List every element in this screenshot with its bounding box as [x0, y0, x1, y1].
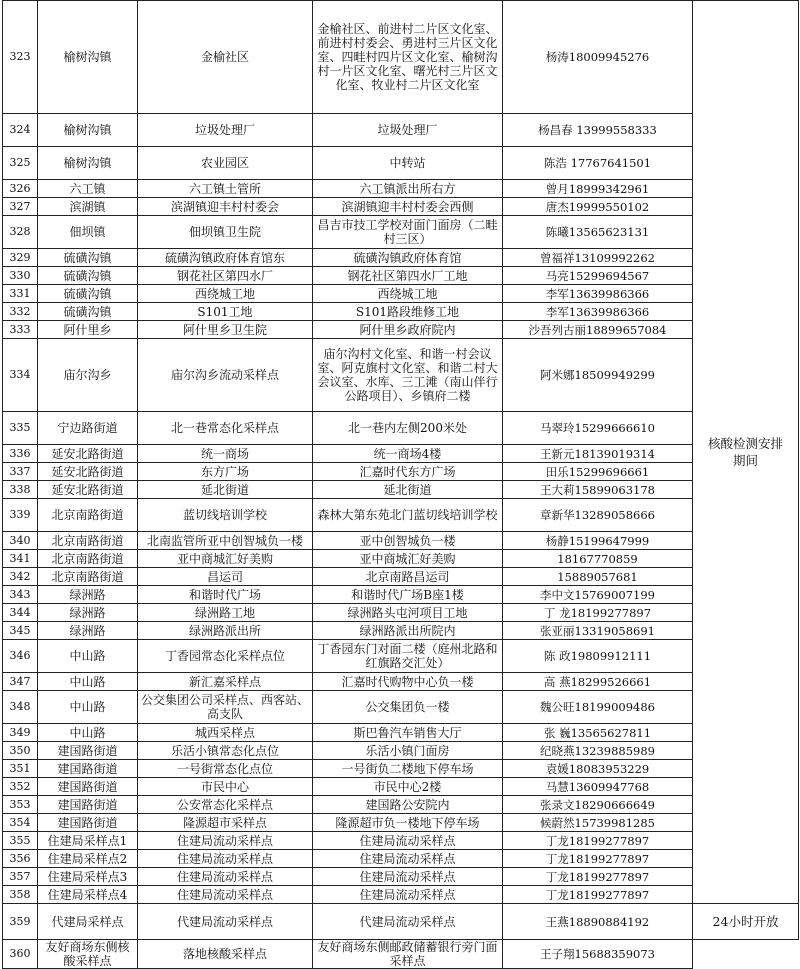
site-address: 北京南路昌运司 — [313, 568, 503, 586]
sampling-site: 农业园区 — [138, 147, 313, 180]
table-row — [3, 622, 799, 640]
row-number: 333 — [3, 321, 38, 339]
township: 滨湖镇 — [38, 198, 138, 216]
site-address: 丁香园东门对面二楼（庭州北路和红旗路交汇处） — [313, 640, 503, 673]
site-address: 亚中商城汇好美购 — [313, 550, 503, 568]
row-number: 343 — [3, 586, 38, 604]
row-number: 340 — [3, 532, 38, 550]
township: 建国路街道 — [38, 796, 138, 814]
sampling-site: 乐活小镇常态化点位 — [138, 742, 313, 760]
sampling-site: 一号街常态化点位 — [138, 760, 313, 778]
sampling-site: 昌运司 — [138, 568, 313, 586]
site-address: 住建局流动采样点 — [313, 886, 503, 904]
row-number: 331 — [3, 285, 38, 303]
sampling-site: 庙尔沟乡流动采样点 — [138, 339, 313, 412]
row-number: 332 — [3, 303, 38, 321]
sampling-site: 住建局流动采样点 — [138, 850, 313, 868]
sampling-site: 统一商场 — [138, 445, 313, 463]
table-row — [3, 724, 799, 742]
table-row — [3, 445, 799, 463]
sampling-site: 公交集团公司采样点、西客站、高支队 — [138, 691, 313, 724]
township: 硫磺沟镇 — [38, 267, 138, 285]
township: 代建局采样点 — [38, 904, 138, 940]
contact-person: 张 巍13565627811 — [503, 724, 693, 742]
township: 住建局采样点2 — [38, 850, 138, 868]
row-number: 324 — [3, 114, 38, 147]
table-row — [3, 586, 799, 604]
sampling-site: 北一巷常态化采样点 — [138, 412, 313, 445]
township: 延安北路街道 — [38, 445, 138, 463]
site-address: 隆源超市负一楼地下停车场 — [313, 814, 503, 832]
table-row — [3, 180, 799, 198]
contact-person: 张录文18290666649 — [503, 796, 693, 814]
contact-person: 李中文15769007199 — [503, 586, 693, 604]
row-number: 347 — [3, 673, 38, 691]
table-row — [3, 742, 799, 760]
row-number: 358 — [3, 886, 38, 904]
site-address: 北一巷内左侧200米处 — [313, 412, 503, 445]
township: 硫磺沟镇 — [38, 285, 138, 303]
contact-person: 王燕18890884192 — [503, 904, 693, 940]
sampling-site: 住建局流动采样点 — [138, 886, 313, 904]
contact-person: 王新元18139019314 — [503, 445, 693, 463]
township: 宁边路街道 — [38, 412, 138, 445]
township: 榆树沟镇 — [38, 147, 138, 180]
row-number: 337 — [3, 463, 38, 481]
site-address: 昌吉市技工学校对面门面房（二畦村三区） — [313, 216, 503, 249]
table-row — [3, 321, 799, 339]
site-address: 公交集团负一楼 — [313, 691, 503, 724]
contact-person: 田乐15299696661 — [503, 463, 693, 481]
sampling-site: 金榆社区 — [138, 1, 313, 114]
row-number: 346 — [3, 640, 38, 673]
sampling-site: 蓝切线培训学校 — [138, 499, 313, 532]
contact-person: 杨昌春 13999558333 — [503, 114, 693, 147]
table-row — [3, 198, 799, 216]
site-address: 金榆社区、前进村二片区文化室、前进村村委会、勇进村三片区文化室、四畦村四片区文化室、榆树沟村一片区文化室、曙光村三片区文化室、牧业村二片区文化室 — [313, 1, 503, 114]
table-row — [3, 796, 799, 814]
table-row — [3, 339, 799, 412]
row-number: 341 — [3, 550, 38, 568]
row-number: 354 — [3, 814, 38, 832]
township: 庙尔沟乡 — [38, 339, 138, 412]
township: 硫磺沟镇 — [38, 303, 138, 321]
site-address: 一号街负二楼地下停车场 — [313, 760, 503, 778]
site-address: 乐活小镇门面房 — [313, 742, 503, 760]
table-row — [3, 850, 799, 868]
row-number: 348 — [3, 691, 38, 724]
contact-person: 张亚丽13319058691 — [503, 622, 693, 640]
sampling-site: 钢花社区第四水厂 — [138, 267, 313, 285]
site-address: 住建局流动采样点 — [313, 868, 503, 886]
table-row — [3, 940, 799, 969]
table-row — [3, 412, 799, 445]
contact-person: 马亮15299694567 — [503, 267, 693, 285]
table-row — [3, 691, 799, 724]
contact-person: 章新华13289058666 — [503, 499, 693, 532]
sampling-site: S101工地 — [138, 303, 313, 321]
contact-person: 王子翔15688359073 — [503, 940, 693, 969]
sampling-site: 六工镇土管所 — [138, 180, 313, 198]
contact-person: 杨涛18009945276 — [503, 1, 693, 114]
row-number: 351 — [3, 760, 38, 778]
row-number: 325 — [3, 147, 38, 180]
township: 住建局采样点3 — [38, 868, 138, 886]
row-number: 350 — [3, 742, 38, 760]
contact-person: 丁龙18199277897 — [503, 850, 693, 868]
site-address: 统一商场4楼 — [313, 445, 503, 463]
sampling-site: 绿洲路派出所 — [138, 622, 313, 640]
table-row — [3, 303, 799, 321]
table-row — [3, 832, 799, 850]
site-address: 阿什里乡政府院内 — [313, 321, 503, 339]
row-number: 349 — [3, 724, 38, 742]
township: 硫磺沟镇 — [38, 249, 138, 267]
contact-person: 马翠玲15299666610 — [503, 412, 693, 445]
table-row — [3, 481, 799, 499]
sampling-site: 北南监管所亚中创智城负一楼 — [138, 532, 313, 550]
township: 绿洲路 — [38, 622, 138, 640]
township: 榆树沟镇 — [38, 1, 138, 114]
contact-person: 丁 龙18199277897 — [503, 604, 693, 622]
site-address: 汇嘉时代东方广场 — [313, 463, 503, 481]
contact-person: 陈 政19809912111 — [503, 640, 693, 673]
sampling-site: 垃圾处理厂 — [138, 114, 313, 147]
open-hours-note: 24小时开放 — [693, 904, 799, 940]
sampling-site: 东方广场 — [138, 463, 313, 481]
row-number: 356 — [3, 850, 38, 868]
sampling-site: 和谐时代广场 — [138, 586, 313, 604]
table-row — [3, 568, 799, 586]
table-body — [3, 1, 799, 969]
site-address: 森林大第东苑北门蓝切线培训学校 — [313, 499, 503, 532]
row-number: 355 — [3, 832, 38, 850]
contact-person: 丁龙18199277897 — [503, 868, 693, 886]
contact-person: 陈浩 17767641501 — [503, 147, 693, 180]
township: 中山路 — [38, 724, 138, 742]
row-number: 323 — [3, 1, 38, 114]
contact-person: 纪晓燕13239885989 — [503, 742, 693, 760]
township: 住建局采样点4 — [38, 886, 138, 904]
township: 北京南路街道 — [38, 532, 138, 550]
table-row — [3, 532, 799, 550]
table-row — [3, 673, 799, 691]
table-row — [3, 886, 799, 904]
site-address: 西绕城工地 — [313, 285, 503, 303]
site-address: 友好商场东侧邮政储蓄银行旁门面采样点 — [313, 940, 503, 969]
township: 延安北路街道 — [38, 481, 138, 499]
site-address: 和谐时代广场B座1楼 — [313, 586, 503, 604]
table-row — [3, 760, 799, 778]
site-address: 滨湖镇迎丰村村委会西侧 — [313, 198, 503, 216]
row-number: 360 — [3, 940, 38, 969]
table-row — [3, 640, 799, 673]
contact-person: 阿米娜18509949299 — [503, 339, 693, 412]
contact-person: 王大莉15899063178 — [503, 481, 693, 499]
row-number: 327 — [3, 198, 38, 216]
township: 建国路街道 — [38, 760, 138, 778]
site-address: 斯巴鲁汽车销售大厅 — [313, 724, 503, 742]
site-address: 住建局流动采样点 — [313, 832, 503, 850]
table-row — [3, 147, 799, 180]
site-address: 六工镇派出所右方 — [313, 180, 503, 198]
row-number: 336 — [3, 445, 38, 463]
sampling-site: 丁香园常态化采样点位 — [138, 640, 313, 673]
sampling-site: 延北街道 — [138, 481, 313, 499]
contact-person: 丁龙18199277897 — [503, 886, 693, 904]
row-number: 334 — [3, 339, 38, 412]
row-number: 339 — [3, 499, 38, 532]
township: 中山路 — [38, 673, 138, 691]
site-address: 延北街道 — [313, 481, 503, 499]
township: 北京南路街道 — [38, 499, 138, 532]
township: 延安北路街道 — [38, 463, 138, 481]
table-row — [3, 463, 799, 481]
row-number: 344 — [3, 604, 38, 622]
row-number: 352 — [3, 778, 38, 796]
township: 绿洲路 — [38, 586, 138, 604]
table-row — [3, 1, 799, 114]
sampling-site: 阿什里乡卫生院 — [138, 321, 313, 339]
sampling-site: 公安常态化采样点 — [138, 796, 313, 814]
contact-person: 李军13639986366 — [503, 303, 693, 321]
contact-person: 18167770859 — [503, 550, 693, 568]
sampling-site: 代建局流动采样点 — [138, 904, 313, 940]
table-row — [3, 499, 799, 532]
sampling-site: 西绕城工地 — [138, 285, 313, 303]
sampling-site: 硫磺沟镇政府体育馆东 — [138, 249, 313, 267]
sampling-site: 绿洲路工地 — [138, 604, 313, 622]
township: 建国路街道 — [38, 778, 138, 796]
row-number: 357 — [3, 868, 38, 886]
sampling-site: 滨湖镇迎丰村村委会 — [138, 198, 313, 216]
township: 住建局采样点1 — [38, 832, 138, 850]
table-row — [3, 778, 799, 796]
row-number: 328 — [3, 216, 38, 249]
contact-person: 杨静15199647999 — [503, 532, 693, 550]
site-address: 中转站 — [313, 147, 503, 180]
sampling-site: 住建局流动采样点 — [138, 868, 313, 886]
site-address: 垃圾处理厂 — [313, 114, 503, 147]
site-address: 汇嘉时代购物中心负一楼 — [313, 673, 503, 691]
contact-person: 唐杰19999550102 — [503, 198, 693, 216]
row-number: 330 — [3, 267, 38, 285]
table-row — [3, 285, 799, 303]
contact-person: 高 燕18299526661 — [503, 673, 693, 691]
sampling-site: 佃坝镇卫生院 — [138, 216, 313, 249]
sampling-site: 城西采样点 — [138, 724, 313, 742]
sampling-sites-table — [2, 0, 799, 969]
township: 建国路街道 — [38, 814, 138, 832]
sampling-site: 市民中心 — [138, 778, 313, 796]
table-row — [3, 550, 799, 568]
site-address: 硫磺沟镇政府体育馆 — [313, 249, 503, 267]
site-address: 代建局流动采样点 — [313, 904, 503, 940]
table-row — [3, 249, 799, 267]
row-number: 359 — [3, 904, 38, 940]
contact-person: 丁龙18199277897 — [503, 832, 693, 850]
table-row — [3, 114, 799, 147]
sampling-site: 亚中商城汇好美购 — [138, 550, 313, 568]
site-address: 庙尔沟村文化室、和谐一村会议室、阿克旗村文化室、和谐二村大会议室、水库、三工滩（南山伴行公路项目）、乡镇府二楼 — [313, 339, 503, 412]
schedule-note: 核酸检测安排期间 — [693, 1, 799, 904]
contact-person: 李军13639986366 — [503, 285, 693, 303]
sampling-site: 住建局流动采样点 — [138, 832, 313, 850]
sampling-site: 新汇嘉采样点 — [138, 673, 313, 691]
row-number: 342 — [3, 568, 38, 586]
row-number: 338 — [3, 481, 38, 499]
site-address: 建国路公安院内 — [313, 796, 503, 814]
sampling-site: 隆源超市采样点 — [138, 814, 313, 832]
contact-person: 陈曦13565623131 — [503, 216, 693, 249]
township: 阿什里乡 — [38, 321, 138, 339]
township: 北京南路街道 — [38, 550, 138, 568]
table-row — [3, 868, 799, 886]
site-address: 绿洲路派出所院内 — [313, 622, 503, 640]
contact-person: 魏公旺18199009486 — [503, 691, 693, 724]
contact-person: 候蔚然15739981285 — [503, 814, 693, 832]
site-address: S101路段维修工地 — [313, 303, 503, 321]
township: 绿洲路 — [38, 604, 138, 622]
contact-person: 沙吾列古丽18899657084 — [503, 321, 693, 339]
site-address: 亚中创智城负一楼 — [313, 532, 503, 550]
township: 中山路 — [38, 691, 138, 724]
table-row — [3, 904, 799, 940]
site-address: 钢花社区第四水厂工地 — [313, 267, 503, 285]
table-row — [3, 216, 799, 249]
township: 榆树沟镇 — [38, 114, 138, 147]
township: 六工镇 — [38, 180, 138, 198]
township: 友好商场东侧核酸采样点 — [38, 940, 138, 969]
table-row — [3, 604, 799, 622]
sampling-site: 落地核酸采样点 — [138, 940, 313, 969]
table-row — [3, 267, 799, 285]
row-number: 353 — [3, 796, 38, 814]
township: 佃坝镇 — [38, 216, 138, 249]
contact-person: 曾月18999342961 — [503, 180, 693, 198]
row-number: 329 — [3, 249, 38, 267]
site-address: 住建局流动采样点 — [313, 850, 503, 868]
row-number: 326 — [3, 180, 38, 198]
table-row — [3, 814, 799, 832]
contact-person: 袁媛18083953229 — [503, 760, 693, 778]
site-address: 市民中心2楼 — [313, 778, 503, 796]
township: 建国路街道 — [38, 742, 138, 760]
contact-person: 马慧13609947768 — [503, 778, 693, 796]
row-number: 335 — [3, 412, 38, 445]
contact-person: 曾福祥13109992262 — [503, 249, 693, 267]
township: 北京南路街道 — [38, 568, 138, 586]
contact-person: 15889057681 — [503, 568, 693, 586]
township: 中山路 — [38, 640, 138, 673]
row-number: 345 — [3, 622, 38, 640]
site-address: 绿洲路头屯河项目工地 — [313, 604, 503, 622]
